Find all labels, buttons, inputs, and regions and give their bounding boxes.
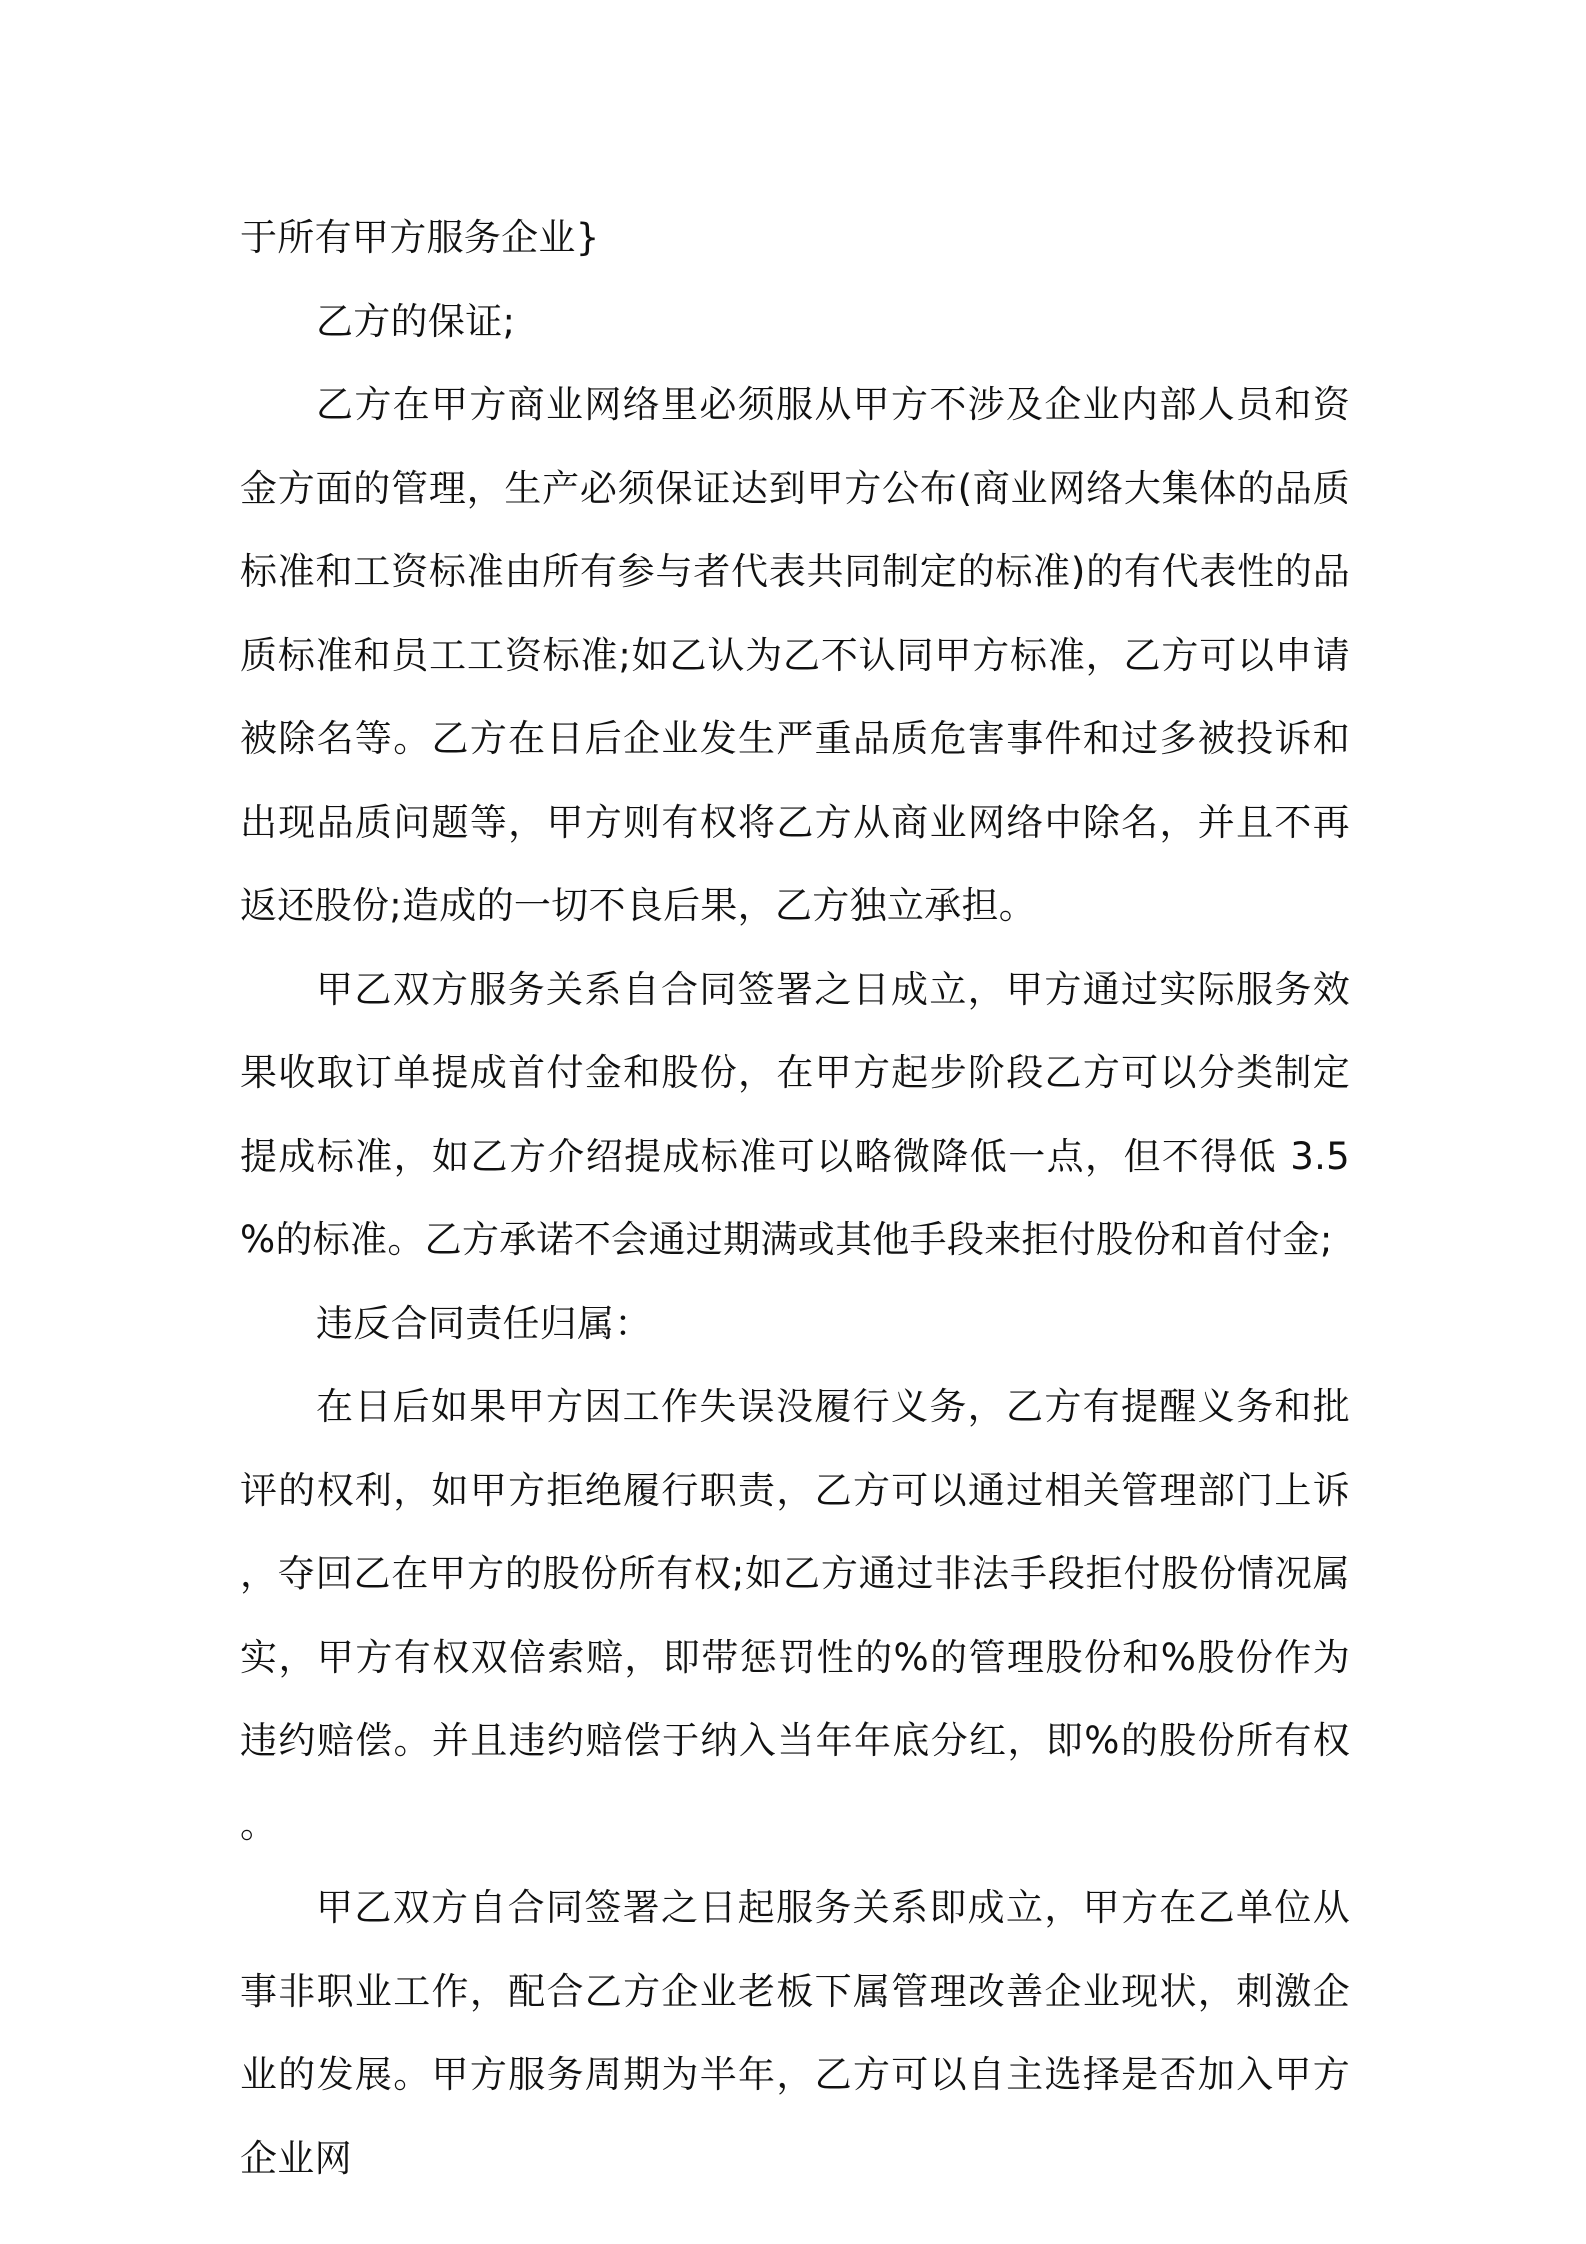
paragraph-service-relationship: 甲乙双方服务关系自合同签署之日成立，甲方通过实际服务效果收取订单提成首付金和股份，在甲方起步阶段乙方可以分类制定提成标准，如乙方介绍提成标准可以略微降低一点，但不得低 3.5%的标准。乙方承诺不会通过期满或其他手段来拒付股份和首付金;	[240, 967, 1350, 1261]
paragraph-guarantee-heading: 乙方的保证;	[316, 299, 516, 343]
paragraph-service-period: 甲乙双方自合同签署之日起服务关系即成立，甲方在乙单位从事非职业工作，配合乙方企业老板下属管理改善企业现状，刺激企业的发展。甲方服务周期为半年，乙方可以自主选择是否加入甲方企业网	[240, 1886, 1350, 2180]
paragraph-breach-body: 在日后如果甲方因工作失误没履行义务，乙方有提醒义务和批评的权利，如甲方拒绝履行职责，乙方可以通过相关管理部门上诉，夺回乙在甲方的股份所有权;如乙方通过非法手段拒付股份情况属实，甲方有权双倍索赔，即带惩罚性的%的管理股份和%股份作为违约赔偿。并且违约赔偿于纳入当年年底分红，即%的股份所有权。	[240, 1385, 1350, 1846]
paragraph-guarantee-body: 乙方在甲方商业网络里必须服从甲方不涉及企业内部人员和资金方面的管理，生产必须保证达到甲方公布(商业网络大集体的品质标准和工资标准由所有参与者代表共同制定的标准)的有代表性的品质标准和员工工资标准;如乙认为乙不认同甲方标准，乙方可以申请被除名等。乙方在日后企业发生严重品质危害事件和过多被投诉和出现品质问题等，甲方则有权将乙方从商业网络中除名，并且不再返还股份;造成的一切不良后果，乙方独立承担。	[240, 383, 1350, 927]
paragraph-continuation: 于所有甲方服务企业}	[240, 216, 600, 259]
paragraph-breach-heading: 违反合同责任归属：	[316, 1301, 652, 1345]
document-body	[240, 196, 1350, 2200]
